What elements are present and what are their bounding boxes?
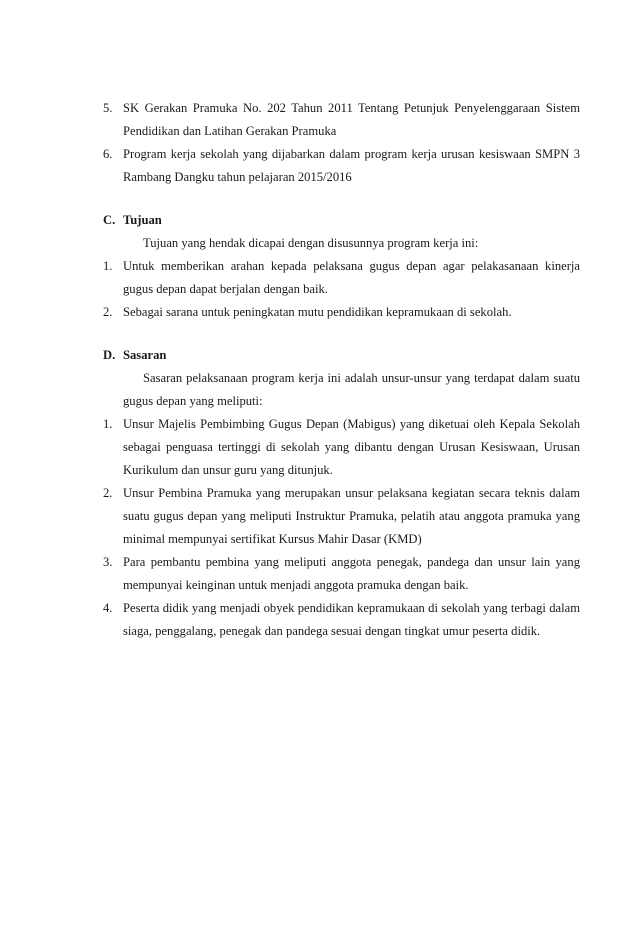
list-item-number: 1. [103, 417, 113, 431]
list-item-number: 5. [103, 101, 113, 115]
section-letter: D. [103, 348, 116, 362]
list-item-text: Peserta didik yang menjadi obyek pendidikan kepramukaan di sekolah yang terbagi dalam siaga, penggalang, penegak dan pandega sesuai dengan tingkat umur peserta didik. [123, 601, 580, 638]
list-item-number: 2. [103, 305, 113, 319]
list-item-number: 4. [103, 601, 113, 615]
section-title: Sasaran [123, 348, 167, 362]
list-item-text: Program kerja sekolah yang dijabarkan dalam program kerja urusan kesiswaan SMPN 3 Rambang Dangku tahun pelajaran 2015/2016 [123, 147, 580, 184]
reference-list [103, 97, 580, 189]
list-item [103, 255, 580, 301]
list-item-number: 1. [103, 259, 113, 273]
section-heading [103, 344, 580, 367]
list-item [103, 482, 580, 551]
page-content [103, 97, 580, 643]
list-item-text: Unsur Pembina Pramuka yang merupakan unsur pelaksana kegiatan secara teknis dalam suatu gugus depan yang meliputi Instruktur Pramuka, pelatih atau anggota pramuka yang minimal mempunyai sertifikat Kursus Mahir Dasar (KMD) [123, 486, 580, 546]
list-item-text: Sebagai sarana untuk peningkatan mutu pendidikan kepramukaan di sekolah. [123, 305, 512, 319]
sasaran-list [103, 413, 580, 643]
section-intro: Tujuan yang hendak dicapai dengan disusunnya program kerja ini: [143, 236, 479, 250]
section-tujuan [103, 209, 580, 324]
list-item [103, 597, 580, 643]
list-item-text: Para pembantu pembina yang meliputi anggota penegak, pandega dan unsur lain yang mempunyai keinginan untuk menjadi anggota pramuka dengan baik. [123, 555, 580, 592]
list-item-number: 3. [103, 555, 113, 569]
list-item-text: Unsur Majelis Pembimbing Gugus Depan (Mabigus) yang diketuai oleh Kepala Sekolah sebagai penguasa tertinggi di sekolah yang dibantu dengan Urusan Kesiswaan, Urusan Kurikulum dan unsur guru yang ditunjuk. [123, 417, 580, 477]
section-heading [103, 209, 580, 232]
tujuan-list [103, 255, 580, 324]
list-item-number: 6. [103, 147, 113, 161]
list-item [103, 551, 580, 597]
section-title: Tujuan [123, 213, 162, 227]
section-intro: Sasaran pelaksanaan program kerja ini adalah unsur-unsur yang terdapat dalam suatu gugus depan yang meliputi: [123, 371, 580, 408]
list-item [103, 97, 580, 143]
list-item-text: Untuk memberikan arahan kepada pelaksana gugus depan agar pelakasanaan kinerja gugus depan dapat berjalan dengan baik. [123, 259, 580, 296]
section-sasaran [103, 344, 580, 643]
list-item [103, 301, 580, 324]
list-item [103, 143, 580, 189]
list-item-text: SK Gerakan Pramuka No. 202 Tahun 2011 Tentang Petunjuk Penyelenggaraan Sistem Pendidikan dan Latihan Gerakan Pramuka [123, 101, 580, 138]
list-item [103, 413, 580, 482]
list-item-number: 2. [103, 486, 113, 500]
section-letter: C. [103, 213, 116, 227]
